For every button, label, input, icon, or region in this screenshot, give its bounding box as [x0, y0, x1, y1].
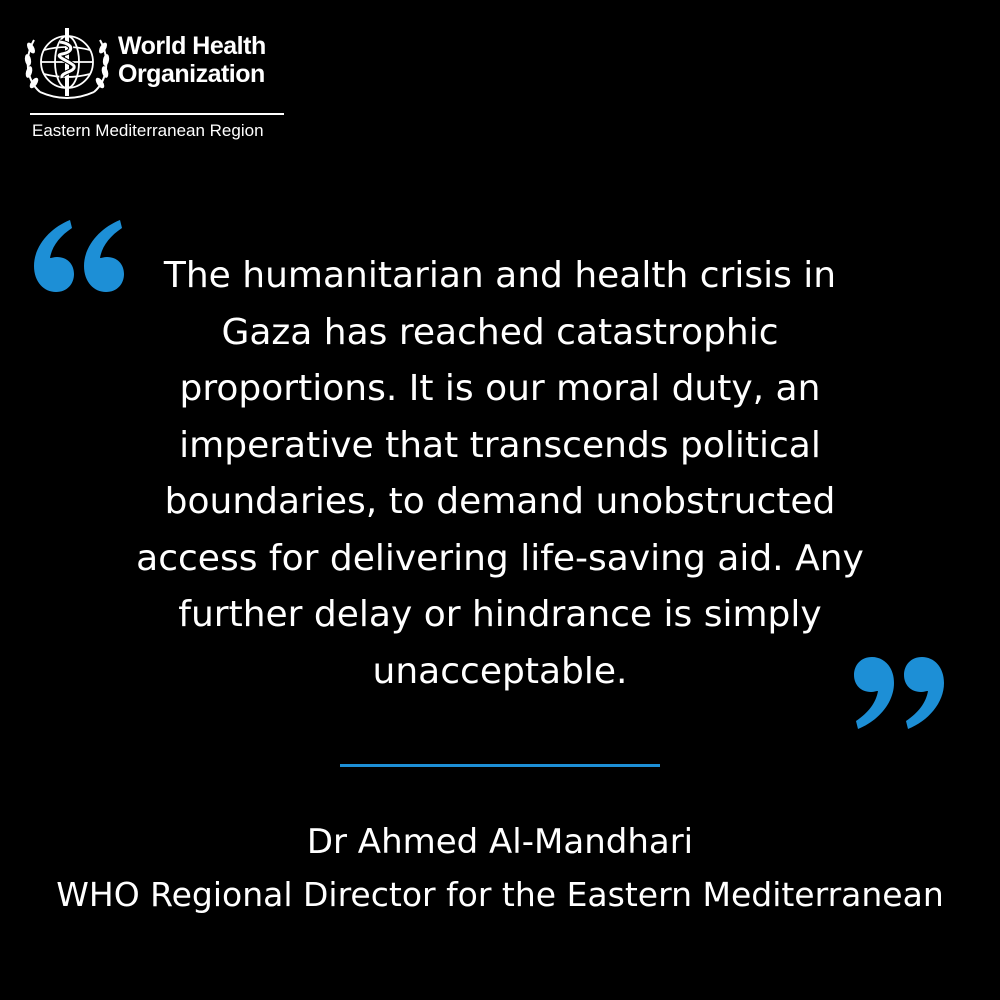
speaker-title: WHO Regional Director for the Eastern Mediterranean	[56, 875, 944, 914]
close-quote-icon	[852, 655, 948, 731]
quote-line: access for delivering life-saving aid. Any	[136, 537, 864, 579]
speaker-name: Dr Ahmed Al-Mandhari	[306, 822, 694, 862]
org-name-line1: World Health	[118, 32, 266, 60]
org-name	[118, 32, 266, 88]
who-logo	[22, 22, 292, 152]
quote-line: Gaza has reached catastrophic	[221, 311, 779, 353]
region-label: Eastern Mediterranean Region	[32, 121, 264, 140]
quote-line: further delay or hindrance is simply	[178, 594, 822, 635]
logo-divider	[30, 113, 284, 115]
org-name-line2: Organization	[118, 60, 265, 88]
quote-line: imperative that transcends political	[179, 424, 821, 466]
quote-line: boundaries, to demand unobstructed	[164, 481, 836, 522]
who-emblem-icon	[22, 22, 112, 104]
quote-text	[100, 248, 900, 700]
quote-line: proportions. It is our moral duty, an	[179, 368, 821, 409]
accent-divider	[340, 764, 660, 767]
quote-line: unacceptable.	[372, 650, 628, 692]
quote-line: The humanitarian and health crisis in	[163, 255, 837, 296]
